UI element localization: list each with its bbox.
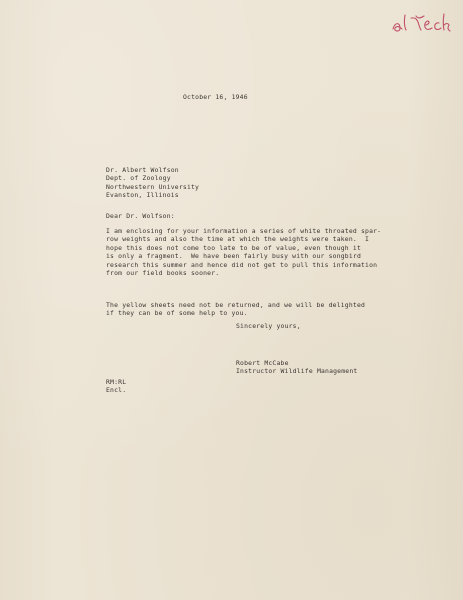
reference-notation	[106, 378, 126, 395]
paragraph-line: from our field books sooner.	[106, 269, 220, 278]
salutation: Dear Dr. Wolfson:	[106, 212, 175, 220]
body-paragraph-2	[106, 301, 365, 318]
handwritten-annotation-drawing	[389, 10, 451, 36]
paragraph-line: I am enclosing for your information a series of white throated spar-	[106, 227, 382, 235]
recipient-line: Dr. Albert Wolfson	[106, 166, 179, 174]
body-paragraph-1	[106, 227, 381, 277]
signature-block	[236, 359, 357, 376]
paragraph-line: if they can be of some help to you.	[106, 309, 248, 318]
handwritten-annotation-text	[451, 10, 452, 11]
paragraph-line: row weights and also the time at which the weights were taken. I	[106, 235, 370, 244]
handwritten-annotation	[389, 10, 451, 36]
recipient-address	[106, 166, 199, 200]
letter-date: October 16, 1946	[183, 93, 248, 101]
reference-initials: RM:RL	[106, 378, 127, 386]
signer-title: Instructor Wildlife Management	[236, 367, 358, 376]
recipient-line: Dept. of Zoology	[106, 174, 171, 183]
recipient-line: Evanston, Illinois	[106, 191, 179, 200]
recipient-line: Northwestern University	[106, 182, 200, 191]
enclosure-note: Encl.	[106, 386, 127, 395]
signer-name: Robert McCabe	[236, 359, 289, 367]
paragraph-line: is only a fragment. We have been fairly busy with our songbird	[106, 252, 361, 261]
paragraph-line: research this summer and hence did not get to pull this information	[106, 260, 378, 269]
complimentary-closing: Sincerely yours,	[236, 322, 301, 330]
paragraph-line: The yellow sheets need not be returned, and we will be delighted	[106, 301, 366, 309]
paragraph-line: hope this does not come too late to be of value, even though it	[106, 243, 361, 252]
